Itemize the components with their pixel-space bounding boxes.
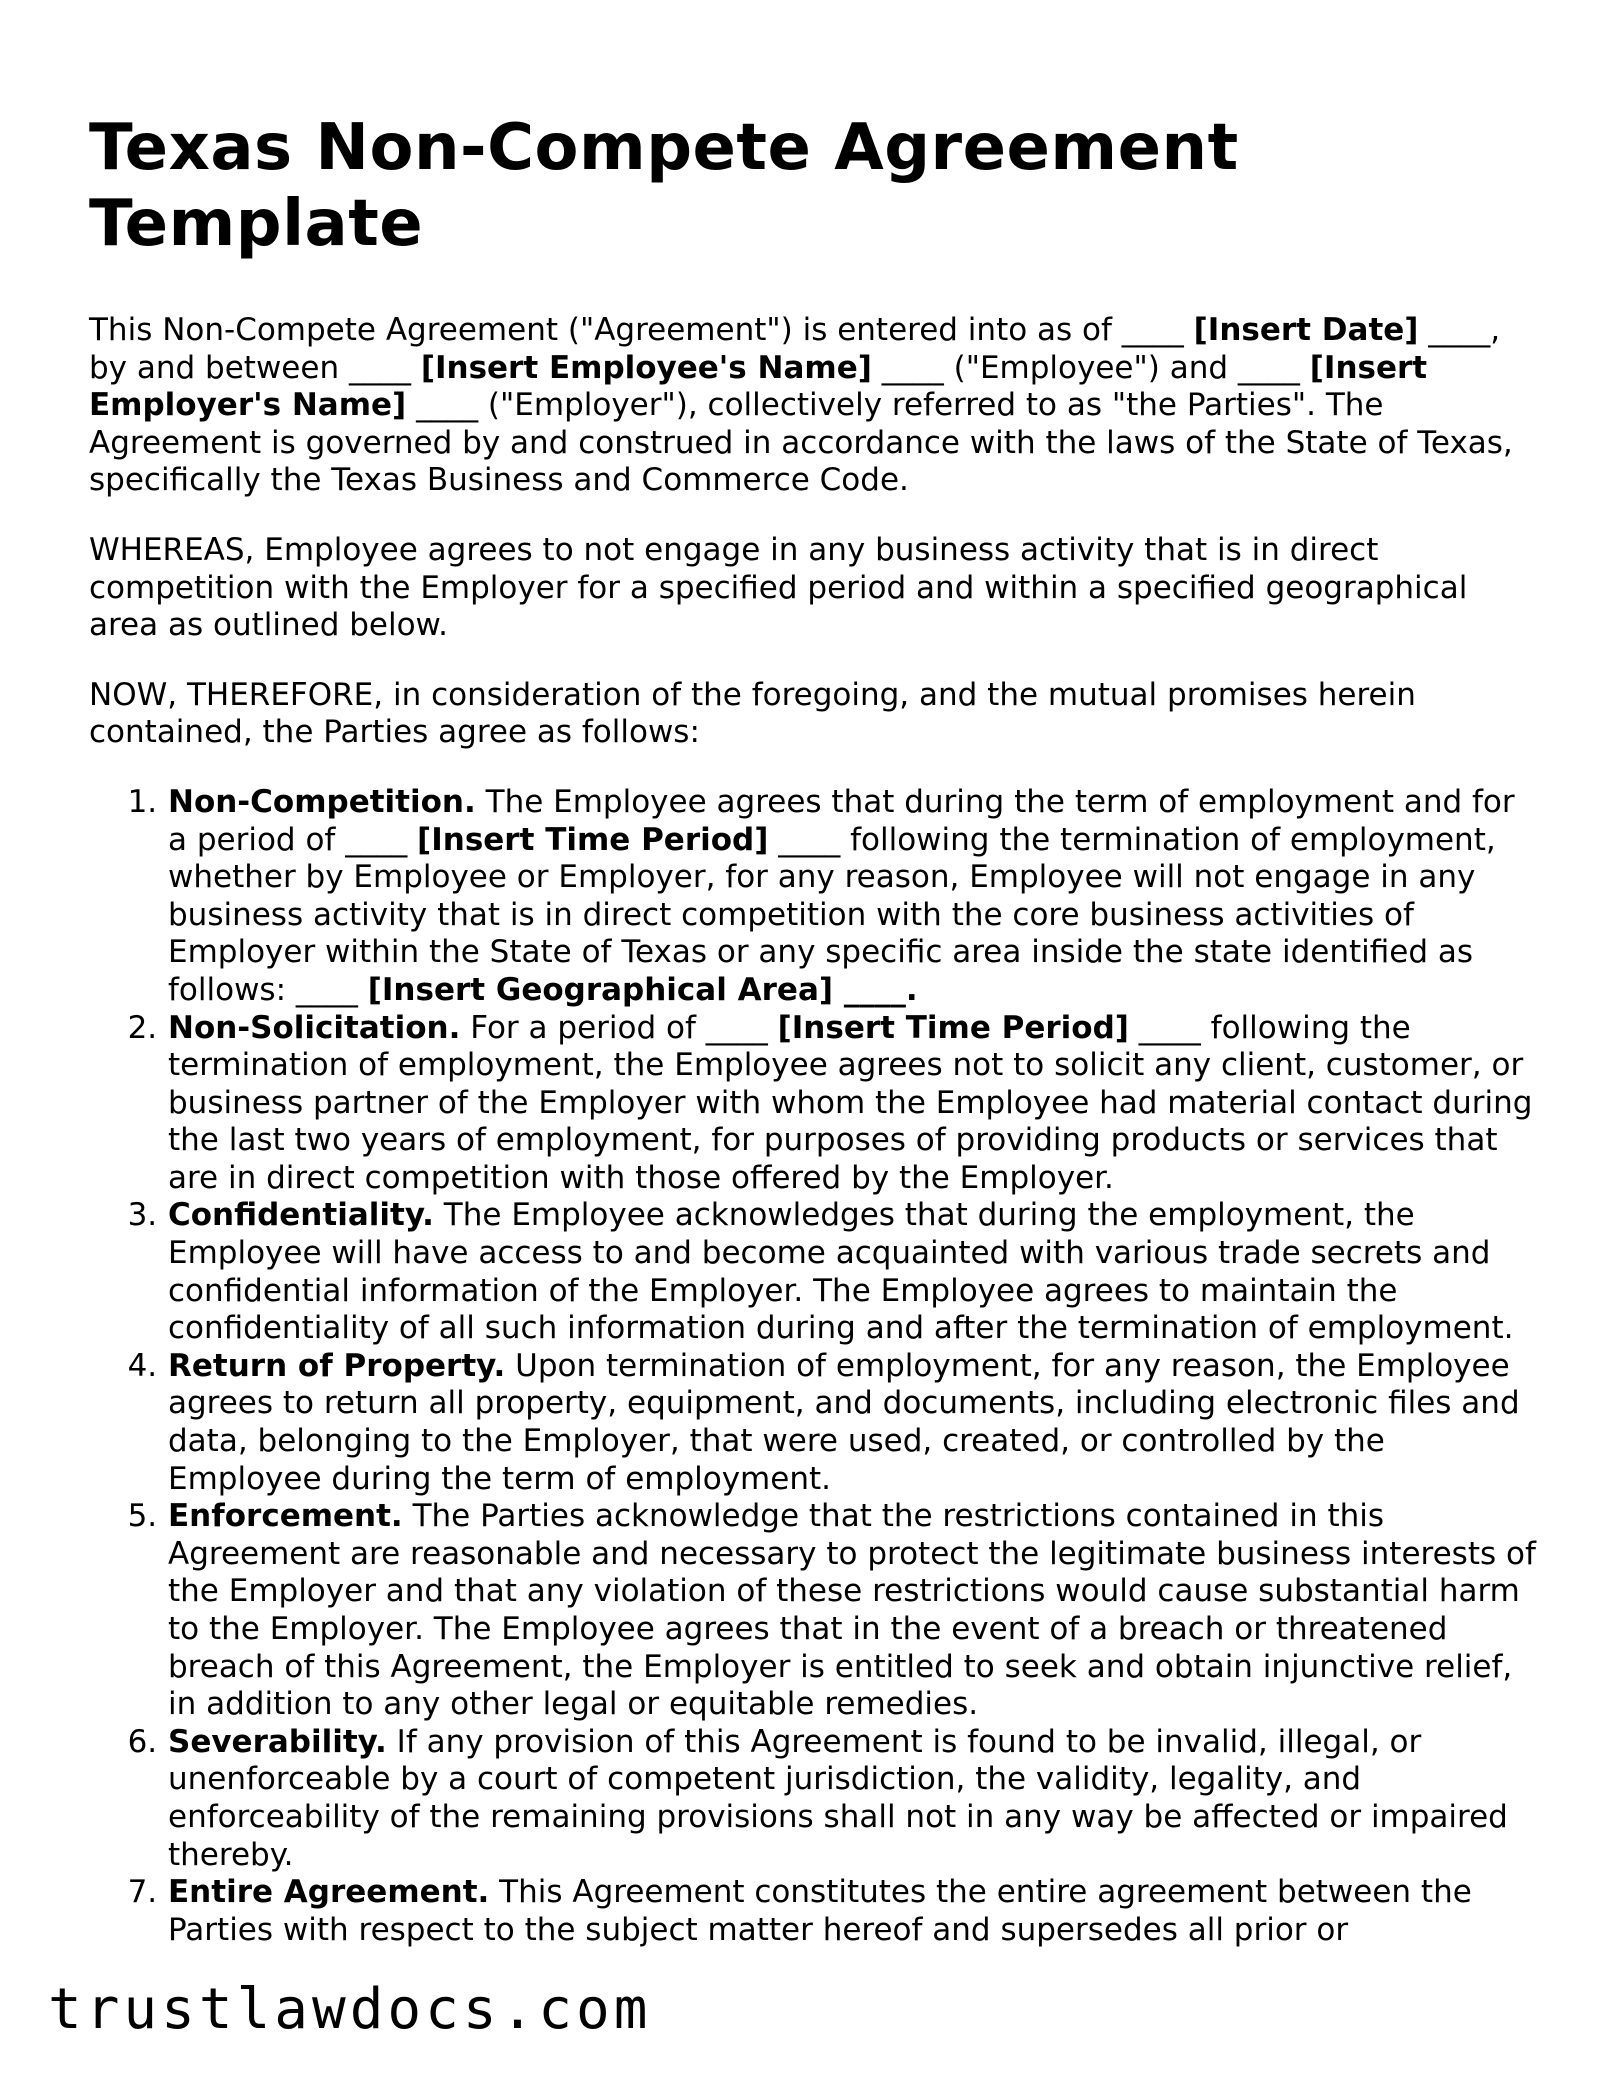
clause-heading: Severability. — [168, 1723, 387, 1760]
insert-time-period-placeholder: [Insert Time Period] — [417, 821, 769, 858]
insert-employer-name-placeholder: [Insert Employer's Name] — [89, 349, 1428, 424]
intro-text-2: ____, by and between ____ — [89, 312, 1501, 386]
watermark-text: trustlawdocs.com — [48, 1977, 652, 2042]
clause-text: The Parties acknowledge that the restrictions contained in this Agreement are reasonable and necessary to protect the legitimate business interests of the Employer and that any violation of these restrictions would cause substantial harm to the Employer. The Employee agrees that in the event of a breach or threatened breach of this Agreement, the Employer is entitled to seek and obtain injunctive relief, in addition to any other legal or equitable remedies. — [168, 1498, 1536, 1723]
insert-date-placeholder: [Insert Date] — [1193, 312, 1419, 348]
intro-text-4: ____ ("Employer"), collectively referred to as "the Parties". The Agreement is governed by and construed in accordance with the laws of the State of Texas, specifically the Texas Business and Commerce Code. — [89, 387, 1513, 499]
clause-text: ____ following the termination of employment, whether by Employee or Employer, for any reason, Employee will not engage in any business activity that is in direct competition with the core business activities of Employer within the State of Texas or any specific area inside the state identified as follows: ____ — [168, 821, 1496, 1008]
clause-heading: Enforcement. — [168, 1498, 403, 1535]
intro-paragraph — [89, 312, 1539, 500]
clause-non-competition — [167, 784, 1539, 1010]
now-therefore-paragraph: NOW, THEREFORE, in consideration of the foregoing, and the mutual promises herein contained, the Parties agree as follows: — [89, 676, 1416, 751]
clause-text: The Employee acknowledges that during the employment, the Employee will have access to and become acquainted with various trade secrets and confidential information of the Employer. The Employee agrees to maintain the confidentiality of all such information during and after the termination of employment. — [168, 1197, 1514, 1347]
clause-text: The Employee agrees that during the term of employment and for a period of ____ — [168, 783, 1515, 858]
clause-heading: Return of Property. — [168, 1347, 506, 1384]
clause-return-of-property — [167, 1348, 1539, 1498]
clause-severability — [167, 1724, 1539, 1874]
clause-heading: Confidentiality. — [168, 1197, 434, 1234]
clause-text: ____ following the termination of employment, the Employee agrees not to solicit any client, customer, or business partner of the Employer with whom the Employee had material contact during the last two years of employment, for purposes of providing products or services that are in direct competition with those offered by the Employer. — [168, 1009, 1533, 1196]
clause-confidentiality — [167, 1197, 1539, 1347]
whereas-paragraph: WHEREAS, Employee agrees to not engage in any business activity that is in direct competition with the Employer for a specified period and within a specified geographical area as outlined below. — [89, 531, 1468, 644]
intro-text-3: ____ ("Employee") and ____ — [871, 349, 1310, 386]
clause-entire-agreement — [167, 1874, 1539, 1949]
clause-text: Upon termination of employment, for any reason, the Employee agrees to return all property, equipment, and documents, including electronic files and data, belonging to the Employer, that were used, created, or controlled by the Employee during the term of employment. — [168, 1347, 1520, 1497]
document-title: Texas Non-Compete Agreement Template — [89, 111, 1239, 261]
clause-heading: Non-Competition. — [168, 783, 476, 820]
clause-text: For a period of ____ — [460, 1009, 778, 1046]
clause-enforcement — [167, 1498, 1539, 1724]
insert-time-period-placeholder: [Insert Time Period] — [777, 1009, 1129, 1046]
clause-list — [89, 784, 1539, 1949]
insert-employee-name-placeholder: [Insert Employee's Name] — [420, 349, 872, 386]
document-page — [89, 110, 1539, 1949]
intro-text-1: This Non-Compete Agreement ("Agreement") is entered into as of ____ — [89, 312, 1194, 348]
clause-heading: Entire Agreement. — [168, 1874, 490, 1911]
clause-text: This Agreement constitutes the entire agreement between the Parties with respect to the subject matter hereof and supersedes all prior or — [168, 1874, 1472, 1948]
clause-text: If any provision of this Agreement is found to be invalid, illegal, or unenforceable by a court of competent jurisdiction, the validity, legality, and enforceability of the remaining provisions shall not in any way be affected or impaired thereby. — [168, 1723, 1508, 1873]
insert-geographical-area-placeholder: [Insert Geographical Area] ____. — [367, 971, 918, 1008]
clause-non-solicitation — [167, 1010, 1539, 1198]
clause-heading: Non-Solicitation. — [168, 1009, 461, 1046]
